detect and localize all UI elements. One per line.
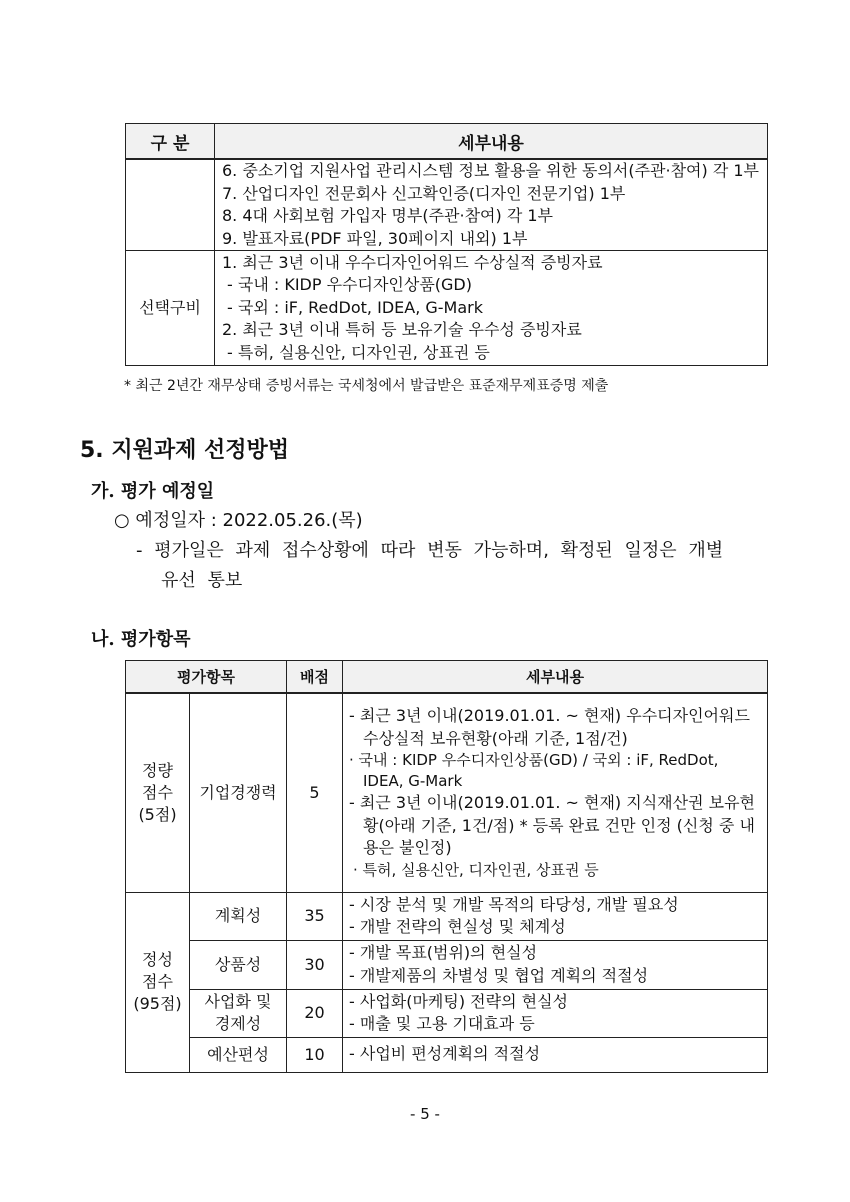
- table1-row1-details: [215, 159, 768, 251]
- evaluation-date: ○ 예정일자 : 2022.05.26.(목): [114, 510, 363, 531]
- qual-item-score: 20: [287, 989, 343, 1037]
- table1-header-details: 세부내용: [215, 124, 768, 160]
- subsection-evaluation-date: 가. 평가 예정일: [91, 481, 215, 502]
- evaluation-criteria-table: [125, 660, 768, 1073]
- quant-detail-ip: - 최근 3년 이내(2019.01.01. ~ 현재) 지식재산권 보유현황(아래 기준, 1건/점) * 등록 완료 건만 인정 (신청 중 내용은 불인정): [349, 793, 755, 857]
- table1-row2-label: 선택구비: [126, 251, 215, 366]
- table2-header-item: 평가항목: [126, 661, 287, 694]
- qual-item-score: 10: [287, 1037, 343, 1072]
- table1-row2-details: [215, 251, 768, 366]
- evaluation-date-note-line2: 유선 통보: [161, 570, 243, 591]
- table1-row1-label: [126, 159, 215, 251]
- optional-item-2: 2. 최근 3년 이내 특허 등 보유기술 우수성 증빙자료: [222, 320, 582, 340]
- required-documents-table: [125, 123, 768, 366]
- qual-item-label: 계획성: [190, 892, 287, 940]
- quant-detail-ip-criteria: · 특허, 실용신안, 디자인권, 상표권 등: [353, 860, 599, 879]
- qual-item-details: [343, 989, 768, 1037]
- qual-item-details: [343, 1037, 768, 1072]
- doc-item-6: 6. 중소기업 지원사업 관리시스템 정보 활용을 위한 동의서(주관·참여) 각 1부: [222, 161, 760, 180]
- quant-item-score: 5: [287, 693, 343, 892]
- optional-item-1b: - 국외 : iF, RedDot, IDEA, G-Mark: [227, 297, 483, 317]
- table2-header-score: 배점: [287, 661, 343, 694]
- detail-line: - 사업비 편성계획의 적절성: [349, 1044, 541, 1064]
- evaluation-date-note-line1: - 평가일은 과제 접수상황에 따라 변동 가능하며, 확정된 일정은 개별: [136, 540, 724, 561]
- qual-item-score: 35: [287, 892, 343, 940]
- doc-item-7: 7. 산업디자인 전문회사 신고확인증(디자인 전문기업) 1부: [222, 183, 626, 203]
- section-title: 5. 지원과제 선정방법: [80, 438, 289, 463]
- quant-detail-award: - 최근 3년 이내(2019.01.01. ~ 현재) 우수디자인어워드 수상실적 보유현황(아래 기준, 1점/건): [349, 706, 750, 748]
- optional-item-1a: - 국내 : KIDP 우수디자인상품(GD): [227, 275, 472, 295]
- detail-line: - 개발제품의 차별성 및 협업 계획의 적절성: [349, 965, 649, 985]
- qual-item-label: 예산편성: [190, 1037, 287, 1072]
- detail-line: - 사업화(마케팅) 전략의 현실성: [349, 991, 568, 1011]
- quant-item-details: [343, 693, 768, 892]
- quant-item-label: 기업경쟁력: [190, 693, 287, 892]
- doc-item-9: 9. 발표자료(PDF 파일, 30페이지 내외) 1부: [222, 228, 528, 248]
- quant-detail-award-criteria: · 국내 : KIDP 우수디자인상품(GD) / 국외 : iF, RedDot, IDEA, G-Mark: [349, 751, 719, 790]
- qual-item-label: 사업화 및 경제성: [190, 989, 287, 1037]
- optional-item-1: 1. 최근 3년 이내 우수디자인어워드 수상실적 증빙자료: [222, 252, 603, 272]
- table2-header-details: 세부내용: [343, 661, 768, 694]
- financial-note: * 최근 2년간 재무상태 증빙서류는 국세청에서 발급받은 표준재무제표증명 제출: [124, 378, 609, 394]
- qual-item-label: 상품성: [190, 940, 287, 989]
- optional-item-2a: - 특허, 실용신안, 디자인권, 상표권 등: [227, 342, 490, 362]
- subsection-evaluation-items: 나. 평가항목: [91, 629, 191, 650]
- detail-line: - 개발 목표(범위)의 현실성: [349, 943, 538, 962]
- quantitative-group-label: 정량 점수 (5점): [126, 693, 190, 892]
- detail-line: - 개발 전략의 현실성 및 체계성: [349, 917, 566, 936]
- qual-item-details: [343, 892, 768, 940]
- detail-line: - 시장 분석 및 개발 목적의 타당성, 개발 필요성: [349, 894, 679, 914]
- page-number: - 5 -: [410, 1105, 440, 1123]
- qual-item-score: 30: [287, 940, 343, 989]
- table1-header-category: 구 분: [126, 124, 215, 160]
- qual-item-details: [343, 940, 768, 989]
- qualitative-group-label: 정성 점수 (95점): [126, 892, 190, 1072]
- doc-item-8: 8. 4대 사회보험 가입자 명부(주관·참여) 각 1부: [222, 206, 554, 225]
- detail-line: - 매출 및 고용 기대효과 등: [349, 1014, 535, 1033]
